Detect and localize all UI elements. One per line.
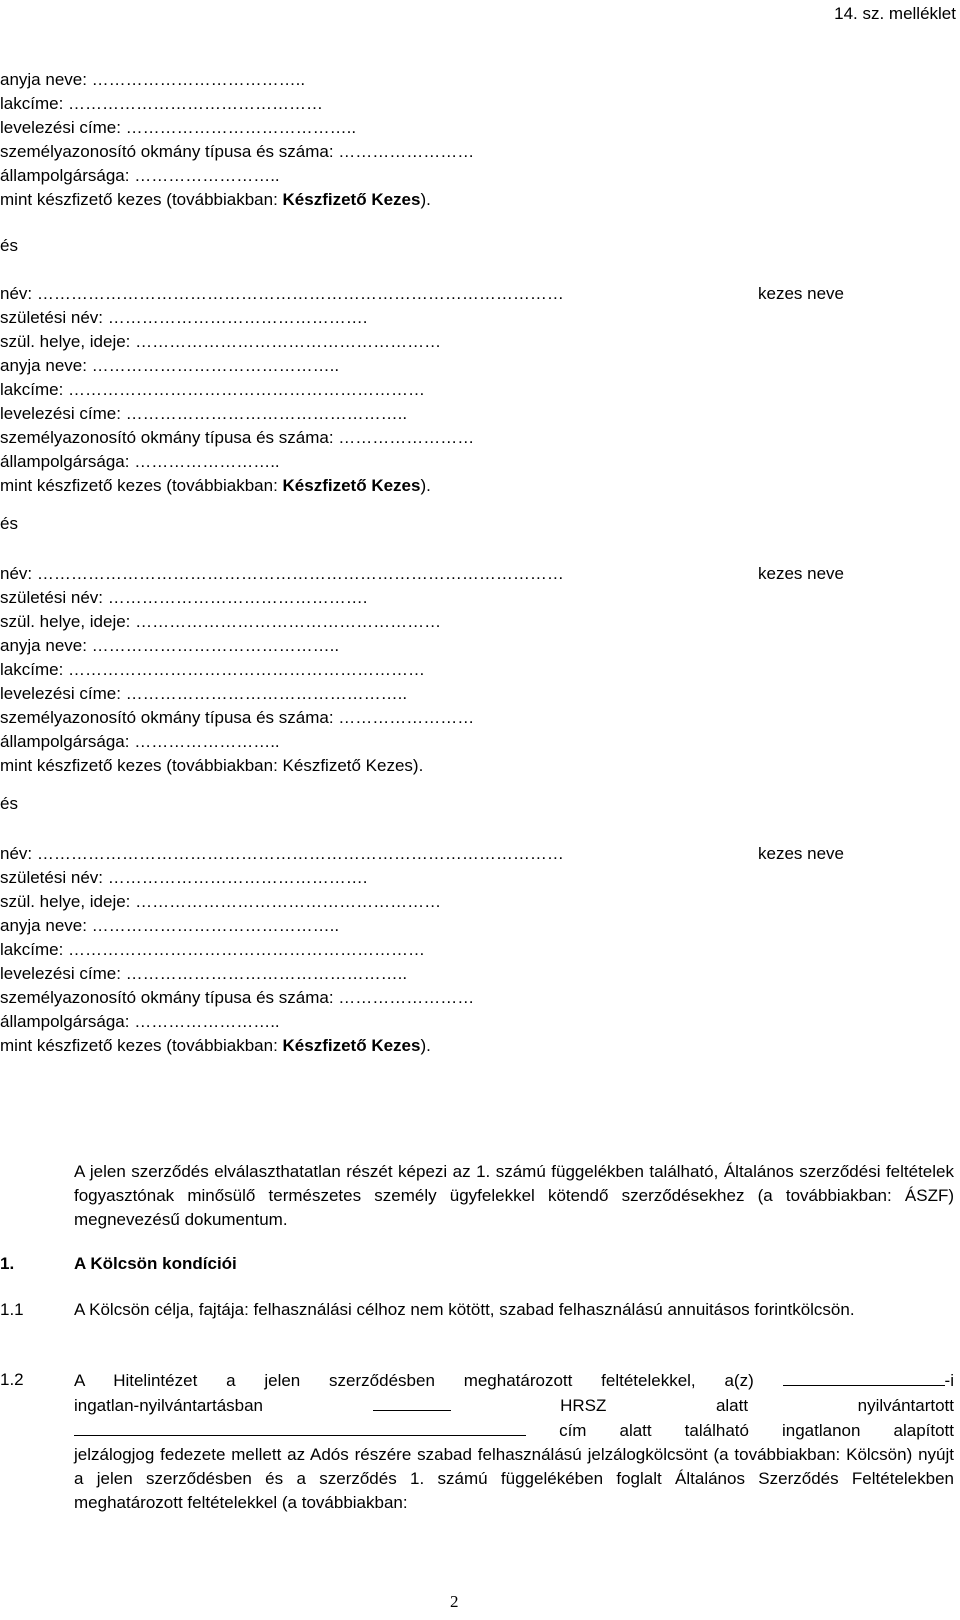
- municipality-blank[interactable]: [783, 1368, 945, 1386]
- name-line: [0, 842, 870, 866]
- name-line: [0, 562, 870, 586]
- name-line: [0, 282, 870, 306]
- mailing-address-line: levelezési címe: …………………………………..: [0, 118, 357, 137]
- connector-and: és: [0, 794, 18, 813]
- clause-1-2-line-2: [74, 1393, 954, 1418]
- clause-1-2-line-3: [74, 1418, 954, 1443]
- hrsz-blank[interactable]: [373, 1393, 451, 1411]
- mother-name-line: anyja neve: ……………………………………..: [0, 916, 340, 935]
- registered-text: nyilvántartott: [857, 1396, 955, 1415]
- role-text: mint készfizető kezes (továbbiakban:: [0, 190, 283, 209]
- name-dots: név: …………………………………………………………………………………: [0, 284, 564, 303]
- annex-label: 14. sz. melléklet: [834, 4, 956, 23]
- address-suffix: cím alatt található ingatlanon alapított: [559, 1421, 954, 1440]
- birth-place-date-line: szül. helye, ideje: ………………………………………………: [0, 332, 442, 351]
- hrsz-label: HRSZ: [560, 1396, 607, 1415]
- name-dots: név: …………………………………………………………………………………: [0, 844, 564, 863]
- role-text: mint készfizető kezes (továbbiakban:: [0, 1036, 283, 1055]
- id-document-line: személyazonosító okmány típusa és száma: ……………………: [0, 142, 475, 161]
- mother-name-line: anyja neve: ………………………………..: [0, 70, 306, 89]
- guarantor-block-2: [0, 282, 870, 498]
- role-bold: Készfizető Kezes: [282, 476, 421, 495]
- role-end: ).: [420, 190, 431, 209]
- role-bold: Készfizető Kezes: [282, 190, 421, 209]
- id-document-line: személyazonosító okmány típusa és száma: ……………………: [0, 988, 475, 1007]
- name-suffix: kezes neve: [758, 284, 844, 303]
- citizenship-line: állampolgársága: ……………………..: [0, 1012, 280, 1031]
- birth-place-date-line: szül. helye, ideje: ………………………………………………: [0, 612, 442, 631]
- mother-name-line: anyja neve: ……………………………………..: [0, 356, 340, 375]
- role-line: [0, 188, 870, 212]
- clause-1-2: [74, 1368, 954, 1515]
- address-line: lakcíme: ………………………………………: [0, 94, 324, 113]
- under-text: alatt: [715, 1396, 749, 1415]
- guarantor-block-4: [0, 842, 870, 1058]
- role-text: mint készfizető kezes (továbbiakban:: [0, 476, 283, 495]
- page-number: 2: [450, 1592, 459, 1611]
- section-number: 1.: [0, 1254, 15, 1273]
- birth-name-line: születési név: ……………………………………….: [0, 308, 368, 327]
- clause-1-2-line-1: [74, 1368, 954, 1393]
- mailing-address-line: levelezési címe: …………………………………………..: [0, 964, 408, 983]
- citizenship-line: állampolgársága: ……………………..: [0, 166, 280, 185]
- name-suffix: kezes neve: [758, 844, 844, 863]
- birth-name-line: születési név: ……………………………………….: [0, 868, 368, 887]
- connector-and: és: [0, 514, 18, 533]
- role-end: ).: [420, 1036, 431, 1055]
- clause-1-1-text: A Kölcsön célja, fajtája: felhasználási célhoz nem kötött, szabad felhasználású annuitásos forintkölcsön.: [74, 1300, 855, 1319]
- connector-and: és: [0, 236, 18, 255]
- clause-1-2-part-a: A Hitelintézet a jelen szerződésben meghatározott feltételekkel, a(z): [74, 1371, 754, 1390]
- guarantor-block-1: [0, 68, 870, 212]
- mailing-address-line: levelezési címe: …………………………………………..: [0, 404, 408, 423]
- name-suffix: kezes neve: [758, 564, 844, 583]
- name-dots: név: …………………………………………………………………………………: [0, 564, 564, 583]
- role-line: [0, 474, 870, 498]
- clause-number: 1.2: [0, 1370, 24, 1389]
- mother-name-line: anyja neve: ……………………………………..: [0, 636, 340, 655]
- section-title: A Kölcsön kondíciói: [74, 1254, 237, 1273]
- registry-text: ingatlan-nyilvántartásban: [74, 1396, 264, 1415]
- clause-number: 1.1: [0, 1300, 24, 1319]
- role-bold: Készfizető Kezes: [282, 1036, 421, 1055]
- address-blank[interactable]: [74, 1418, 526, 1436]
- role-end: ).: [420, 476, 431, 495]
- address-line: lakcíme: ………………………………………………………: [0, 940, 426, 959]
- birth-name-line: születési név: ……………………………………….: [0, 588, 368, 607]
- clause-1-2-rest: jelzálogjog fedezete mellett az Adós részére szabad felhasználású jelzálogkölcsönt (a továbbiakban: Kölcsön) nyújt a jelen szerződésben és a szerződés 1. számú függelékében foglalt Általános Szerződés Feltételekben meghatározott feltételekkel (a továbbiakban:: [74, 1445, 954, 1512]
- clause-1-2-part-b: -i: [944, 1371, 954, 1390]
- intro-paragraph: A jelen szerződés elválaszthatatlan részét képezi az 1. számú függelékben található, Általános szerződési feltételek fogyasztónak minősülő természetes személy ügyfelekkel kötendő szerződésekhez (a továbbiakban: ÁSZF) megnevezésű dokumentum.: [74, 1162, 954, 1229]
- role-line: [0, 1034, 870, 1058]
- mailing-address-line: levelezési címe: …………………………………………..: [0, 684, 408, 703]
- id-document-line: személyazonosító okmány típusa és száma: ……………………: [0, 428, 475, 447]
- role-line: mint készfizető kezes (továbbiakban: Készfizető Kezes).: [0, 756, 424, 775]
- citizenship-line: állampolgársága: ……………………..: [0, 732, 280, 751]
- id-document-line: személyazonosító okmány típusa és száma: ……………………: [0, 708, 475, 727]
- guarantor-block-3: [0, 562, 870, 778]
- address-line: lakcíme: ………………………………………………………: [0, 660, 426, 679]
- birth-place-date-line: szül. helye, ideje: ………………………………………………: [0, 892, 442, 911]
- citizenship-line: állampolgársága: ……………………..: [0, 452, 280, 471]
- address-line: lakcíme: ………………………………………………………: [0, 380, 426, 399]
